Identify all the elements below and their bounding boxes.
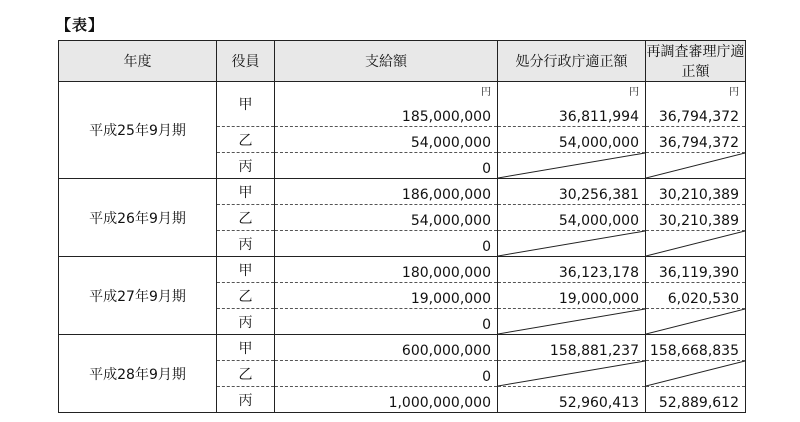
diagonal-slash: [646, 361, 745, 386]
saichosa-cell: [646, 257, 746, 283]
compensation-table: [58, 40, 746, 413]
saichosa-empty-cell: [646, 231, 746, 257]
saichosa-cell: [646, 127, 746, 153]
diagonal-slash: [646, 231, 745, 256]
pay-value: 54,000,000: [410, 213, 491, 229]
table-body: [59, 82, 746, 413]
role-cell: 丙: [217, 153, 275, 179]
table-caption: 【表】: [56, 16, 105, 34]
pay-value: 0: [482, 317, 491, 333]
saichosa-value: 30,210,389: [658, 187, 739, 203]
header-pay: 支給額: [275, 41, 498, 82]
saichosa-value: 36,794,372: [658, 135, 739, 151]
pay-cell: [275, 387, 498, 413]
pay-value: 180,000,000: [401, 265, 491, 281]
header-row: [59, 41, 746, 82]
header-year: 年度: [59, 41, 217, 82]
role-cell: 丙: [217, 231, 275, 257]
table-row: [59, 257, 746, 283]
pay-value: 54,000,000: [410, 135, 491, 151]
role-cell: 乙: [217, 361, 275, 387]
shobun-value: 19,000,000: [558, 291, 639, 307]
saichosa-value: 158,668,835: [649, 343, 739, 359]
role-cell: 丙: [217, 387, 275, 413]
pay-value: 0: [482, 369, 491, 385]
shobun-empty-cell: [498, 231, 646, 257]
diagonal-slash: [498, 309, 645, 334]
pay-cell: [275, 127, 498, 153]
year-cell: 平成27年9月期: [59, 257, 217, 335]
saichosa-cell: [646, 387, 746, 413]
shobun-cell: [498, 335, 646, 361]
shobun-empty-cell: [498, 153, 646, 179]
role-cell: 丙: [217, 309, 275, 335]
pay-value: 186,000,000: [401, 187, 491, 203]
pay-cell: [275, 231, 498, 257]
saichosa-empty-cell: [646, 153, 746, 179]
pay-cell: [275, 361, 498, 387]
saichosa-cell: [646, 335, 746, 361]
role-cell: 乙: [217, 127, 275, 153]
year-cell: 平成28年9月期: [59, 335, 217, 413]
shobun-empty-cell: [498, 309, 646, 335]
role-cell: 乙: [217, 283, 275, 309]
saichosa-empty-cell: [646, 309, 746, 335]
pay-cell: [275, 335, 498, 361]
year-cell: 平成26年9月期: [59, 179, 217, 257]
saichosa-value: 6,020,530: [667, 291, 739, 307]
role-cell: 乙: [217, 205, 275, 231]
shobun-cell: [498, 283, 646, 309]
saichosa-cell: [646, 82, 746, 127]
shobun-cell: [498, 387, 646, 413]
pay-value: 1,000,000,000: [388, 395, 491, 411]
shobun-value: 52,960,413: [558, 395, 639, 411]
saichosa-empty-cell: [646, 361, 746, 387]
saichosa-value: 36,119,390: [658, 265, 739, 281]
shobun-cell: [498, 127, 646, 153]
saichosa-value: 30,210,389: [658, 213, 739, 229]
shobun-value: 54,000,000: [558, 135, 639, 151]
unit-label: 円: [729, 87, 739, 98]
header-role: 役員: [217, 41, 275, 82]
shobun-value: 30,256,381: [558, 187, 639, 203]
diagonal-slash: [498, 361, 645, 386]
shobun-value: 36,123,178: [558, 265, 639, 281]
pay-value: 600,000,000: [401, 343, 491, 359]
header-saichosa: 再調査審理庁適正額: [646, 41, 746, 82]
pay-value: 185,000,000: [401, 109, 491, 125]
pay-cell: [275, 257, 498, 283]
unit-label: 円: [481, 87, 491, 98]
table-row: [59, 335, 746, 361]
saichosa-cell: [646, 283, 746, 309]
diagonal-slash: [498, 153, 645, 178]
shobun-cell: [498, 82, 646, 127]
table-row: [59, 179, 746, 205]
pay-cell: [275, 179, 498, 205]
shobun-value: 54,000,000: [558, 213, 639, 229]
year-cell: 平成25年9月期: [59, 82, 217, 179]
saichosa-cell: [646, 179, 746, 205]
pay-cell: [275, 205, 498, 231]
pay-value: 19,000,000: [410, 291, 491, 307]
diagonal-slash: [646, 153, 745, 178]
shobun-cell: [498, 205, 646, 231]
shobun-empty-cell: [498, 361, 646, 387]
pay-value: 0: [482, 161, 491, 177]
pay-value: 0: [482, 239, 491, 255]
role-cell: 甲: [217, 179, 275, 205]
saichosa-cell: [646, 205, 746, 231]
diagonal-slash: [498, 231, 645, 256]
role-cell: 甲: [217, 335, 275, 361]
role-cell: 甲: [217, 257, 275, 283]
saichosa-value: 52,889,612: [658, 395, 739, 411]
diagonal-slash: [646, 309, 745, 334]
shobun-value: 158,881,237: [549, 343, 639, 359]
header-shobun: 処分行政庁適正額: [498, 41, 646, 82]
pay-cell: [275, 309, 498, 335]
saichosa-value: 36,794,372: [658, 109, 739, 125]
unit-label: 円: [629, 87, 639, 98]
pay-cell: [275, 153, 498, 179]
shobun-cell: [498, 179, 646, 205]
role-cell: 甲: [217, 82, 275, 127]
table-row: [59, 82, 746, 127]
shobun-value: 36,811,994: [558, 109, 639, 125]
shobun-cell: [498, 257, 646, 283]
pay-cell: [275, 283, 498, 309]
pay-cell: [275, 82, 498, 127]
